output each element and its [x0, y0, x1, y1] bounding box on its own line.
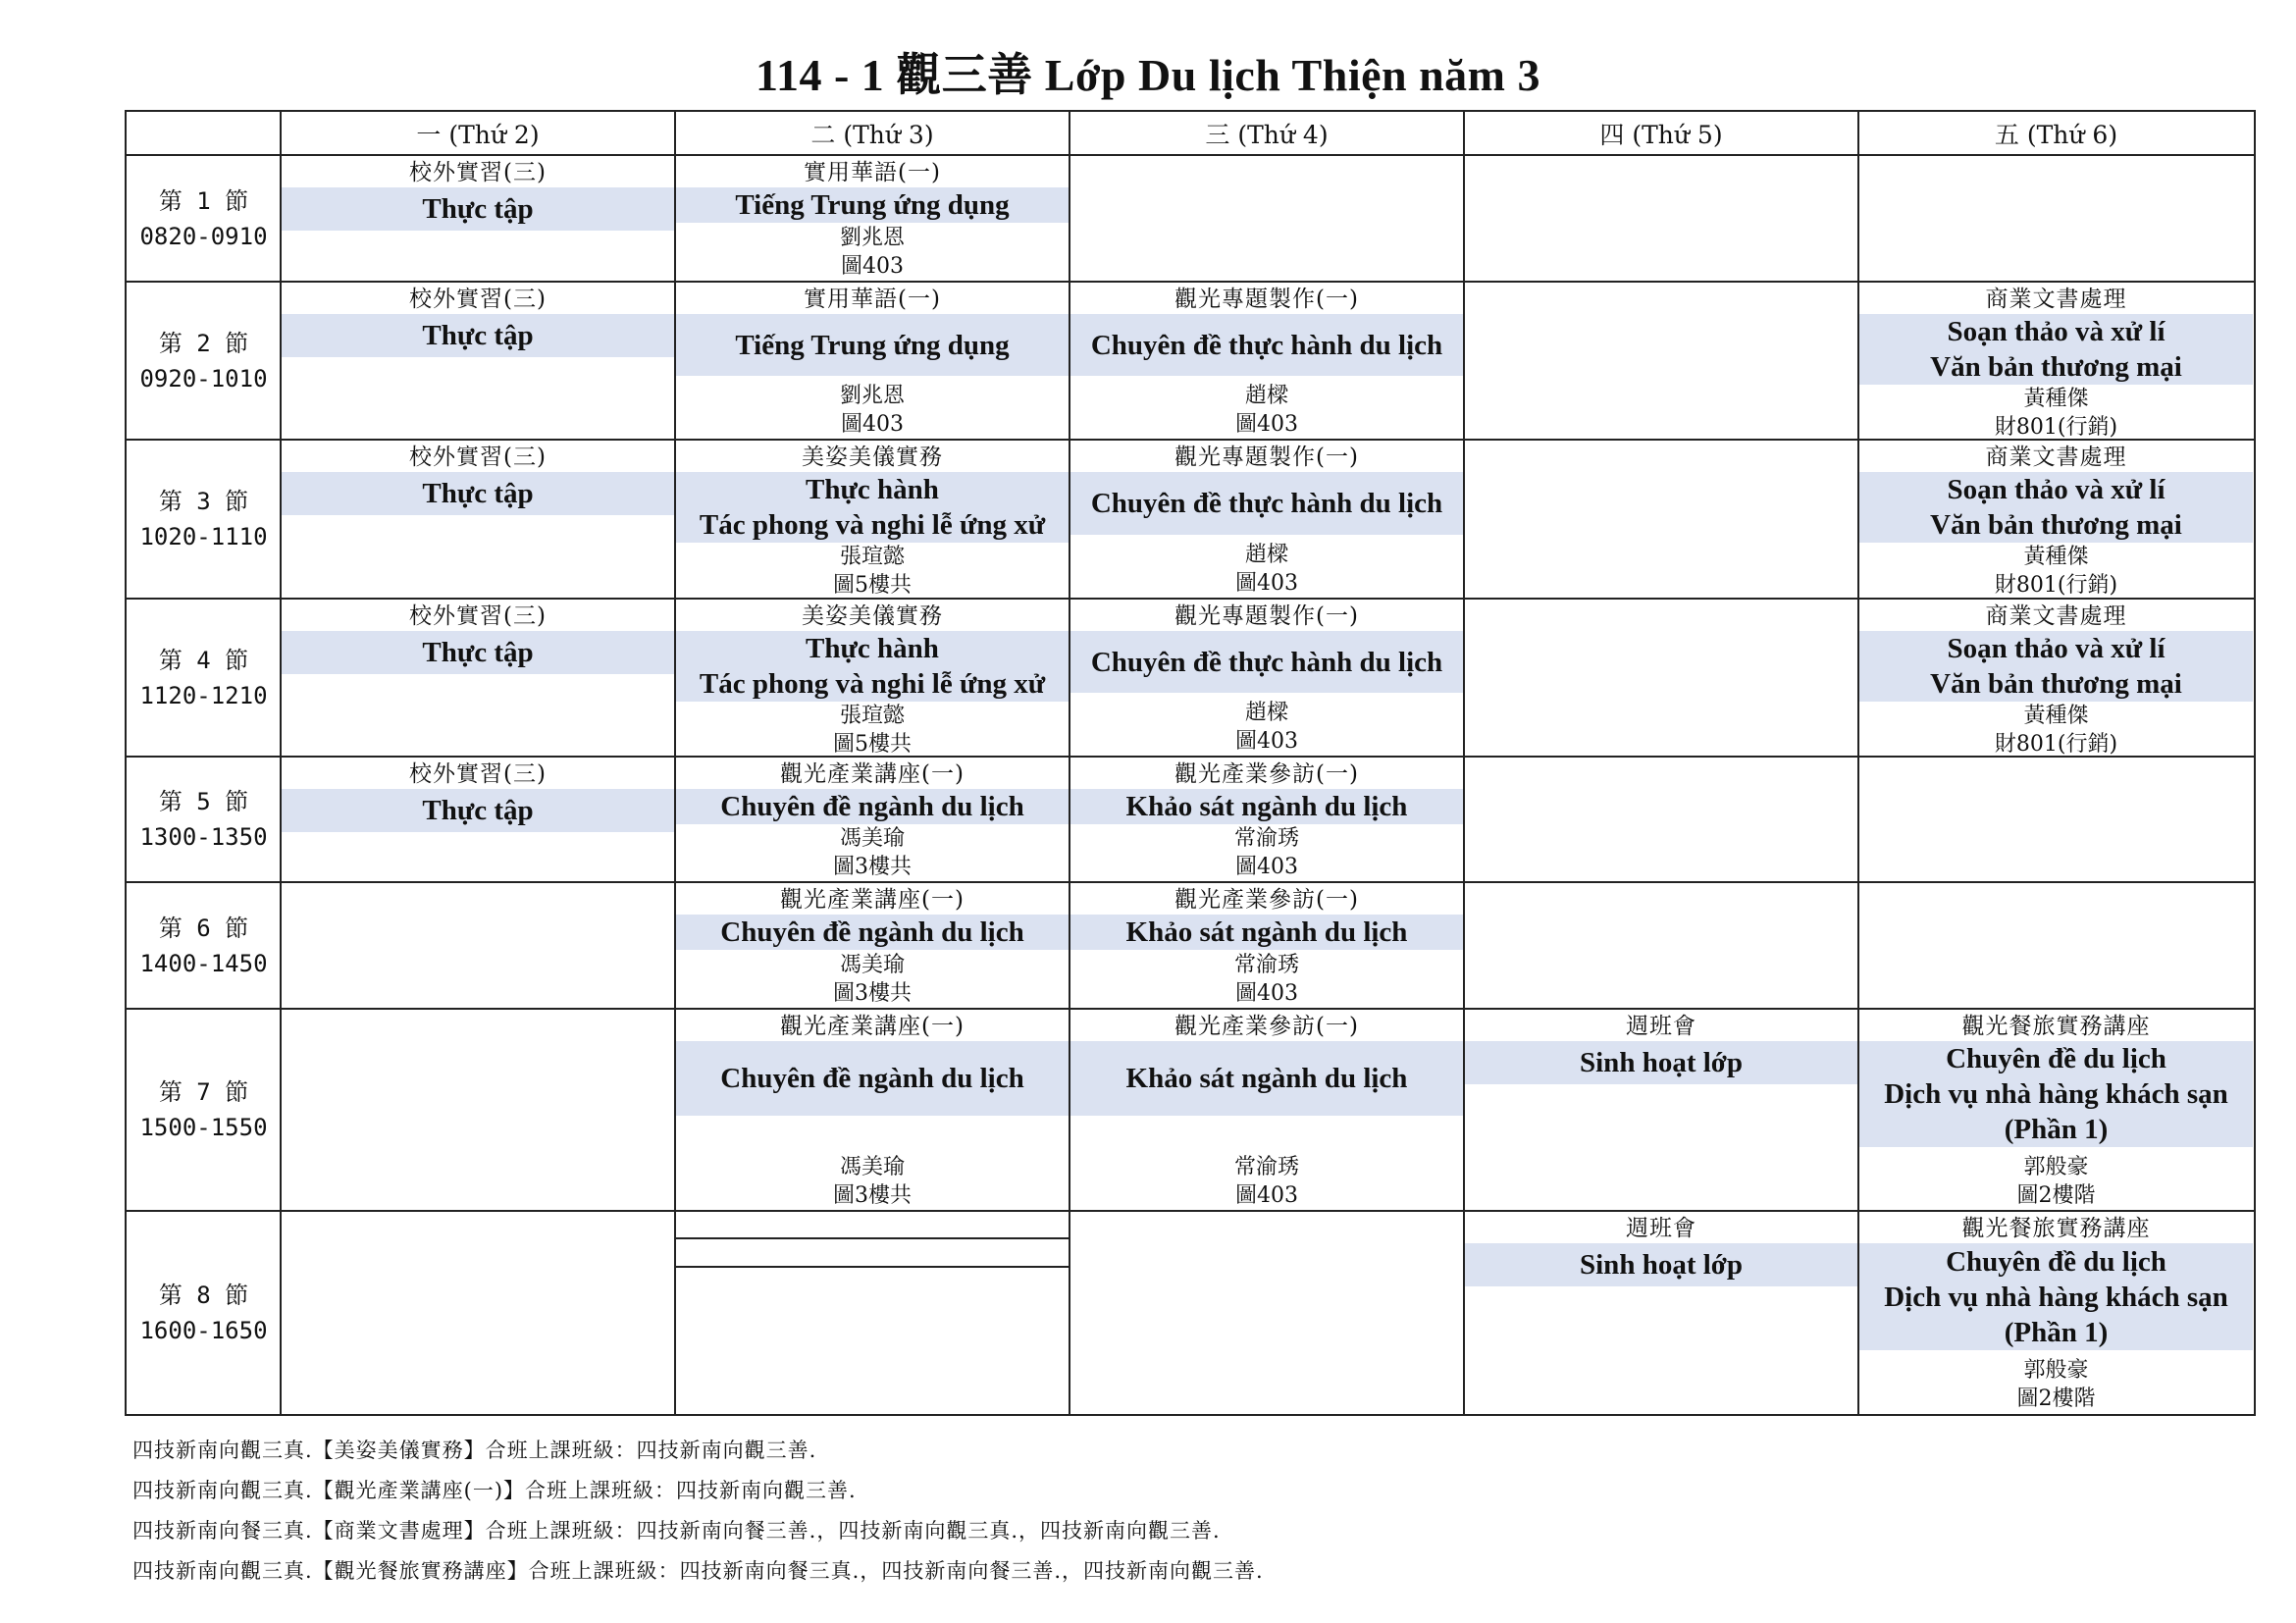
course-name-vi-line: Tác phong và nghi lễ ứng xử — [699, 509, 1046, 541]
period-number: 第 3 節 — [158, 488, 249, 515]
course-name-vi — [676, 472, 1069, 543]
period-label — [127, 599, 281, 757]
course-name-vi-line: Dịch vụ nhà hàng khách sạn — [1884, 1281, 2228, 1313]
course-name-zh: 校外實習(三) — [409, 603, 547, 629]
teacher-name: 郭般豪 — [2023, 1358, 2089, 1383]
room-label: 財801(行銷) — [1994, 573, 2118, 598]
class-cell — [1859, 1010, 2253, 1210]
course-name-vi-line: Chuyên đề ngành du lịch — [720, 916, 1024, 948]
class-cell — [676, 283, 1069, 439]
room-label: 財801(行銷) — [1994, 732, 2118, 757]
class-cell — [1859, 441, 2253, 598]
class-cell — [1070, 883, 1463, 1008]
class-cell — [676, 156, 1069, 281]
course-name-vi-line: Tiếng Trung ứng dụng — [735, 329, 1010, 361]
teacher-name: 劉兆恩 — [839, 384, 905, 408]
course-name-zh: 校外實習(三) — [409, 445, 547, 470]
period-number: 第 7 節 — [158, 1078, 249, 1106]
room-label: 圖403 — [1235, 855, 1298, 879]
period-label — [127, 1211, 281, 1414]
note-line: 四技新南向觀三真.【美姿美儀實務】合班上課班級：四技新南向觀三善. — [132, 1439, 817, 1462]
teacher-name: 常渝琇 — [1233, 953, 1299, 977]
column-header: 四 (Thứ 5) — [1599, 121, 1723, 149]
teacher-name: 黃種傑 — [2023, 704, 2089, 728]
period-label — [127, 282, 281, 440]
course-name-vi-line: Thực tập — [422, 795, 534, 826]
class-cell — [676, 883, 1069, 1008]
spacer — [1070, 1116, 1463, 1153]
period-number: 第 4 節 — [158, 646, 249, 674]
course-name-vi-line: (Phần 1) — [2004, 1316, 2109, 1348]
teacher-name: 常渝琇 — [1233, 1155, 1299, 1179]
timetable — [125, 110, 2256, 1416]
room-label: 圖3樓共 — [833, 981, 912, 1006]
course-name-zh: 觀光產業講座(一) — [780, 887, 965, 913]
course-name-vi — [1070, 789, 1463, 824]
course-name-vi-line: Tác phong và nghi lễ ứng xử — [699, 668, 1046, 700]
period-label — [127, 882, 281, 1009]
room-label: 圖5樓共 — [833, 573, 912, 598]
note-line: 四技新南向觀三真.【觀光產業講座(一)】合班上課班級：四技新南向觀三善. — [132, 1479, 857, 1502]
room-label: 圖2樓階 — [2016, 1183, 2096, 1208]
course-name-zh: 校外實習(三) — [409, 761, 547, 787]
course-name-vi — [1070, 314, 1463, 376]
room-label: 圖403 — [1235, 729, 1298, 754]
course-name-vi-line: Sinh hoạt lớp — [1580, 1047, 1743, 1078]
course-name-zh: 觀光專題製作(一) — [1174, 445, 1359, 470]
course-name-vi — [1070, 631, 1463, 693]
period-time: 1600-1650 — [139, 1316, 268, 1344]
course-name-vi-line: Chuyên đề thực hành du lịch — [1090, 488, 1443, 519]
course-name-zh: 觀光產業參訪(一) — [1174, 1014, 1359, 1039]
course-name-vi-line: Thực hành — [806, 633, 939, 664]
period-time: 1300-1350 — [139, 823, 268, 851]
course-name-vi-line: Văn bản thương mại — [1930, 668, 2182, 700]
course-name-vi — [1070, 1041, 1463, 1116]
teacher-name: 趙樑 — [1244, 543, 1288, 567]
course-name-vi-line: Thực tập — [422, 320, 534, 351]
period-time: 1500-1550 — [139, 1114, 268, 1141]
period-number: 第 6 節 — [158, 914, 249, 942]
room-label: 圖403 — [1235, 412, 1298, 437]
course-name-zh: 校外實習(三) — [409, 287, 547, 312]
course-name-vi-line: Soạn thảo và xử lí — [1947, 474, 2166, 505]
class-cell — [676, 1010, 1069, 1210]
course-name-vi — [676, 631, 1069, 702]
course-name-vi-line: Khảo sát ngành du lịch — [1125, 791, 1408, 822]
teacher-name: 黃種傑 — [2023, 387, 2089, 411]
period-label — [127, 440, 281, 599]
teacher-name: 趙樑 — [1244, 701, 1288, 725]
course-name-zh: 美姿美儀實務 — [802, 445, 943, 470]
teacher-name: 張瑄懿 — [839, 545, 905, 569]
course-name-zh: 實用華語(一) — [804, 287, 941, 312]
course-name-vi-line: Dịch vụ nhà hàng khách sạn — [1884, 1078, 2228, 1110]
course-name-zh: 觀光餐旅實務講座 — [1961, 1014, 2151, 1039]
course-name-vi-line: Thực hành — [806, 474, 939, 505]
course-name-zh: 觀光專題製作(一) — [1174, 287, 1359, 312]
column-header: 一 (Thứ 2) — [416, 121, 540, 149]
course-name-vi-line: Văn bản thương mại — [1930, 509, 2182, 541]
course-name-zh: 觀光產業參訪(一) — [1174, 761, 1359, 787]
course-name-zh: 觀光產業講座(一) — [780, 761, 965, 787]
class-cell — [1859, 283, 2253, 439]
class-cell — [1070, 600, 1463, 756]
period-number: 第 5 節 — [158, 788, 249, 815]
course-name-vi-line: Thực tập — [422, 637, 534, 668]
course-name-vi — [1859, 1041, 2253, 1147]
course-name-vi — [1859, 1243, 2253, 1350]
teacher-name: 馮美瑜 — [839, 826, 905, 851]
class-cell — [1859, 1212, 2253, 1413]
room-label: 圖3樓共 — [833, 1183, 912, 1208]
period-label — [127, 155, 281, 282]
note-line: 四技新南向觀三真.【觀光餐旅實務講座】合班上課班級：四技新南向餐三真.，四技新南向餐三善.，四技新南向觀三善. — [132, 1559, 1264, 1583]
course-name-vi — [282, 187, 674, 231]
course-name-vi-line: Sinh hoạt lớp — [1580, 1249, 1743, 1281]
class-cell — [282, 156, 674, 281]
room-label: 圖403 — [841, 254, 904, 279]
course-name-vi-line: Chuyên đề thực hành du lịch — [1090, 329, 1443, 361]
period-time: 0820-0910 — [139, 222, 268, 250]
room-label: 圖3樓共 — [833, 855, 912, 879]
course-name-zh: 觀光產業講座(一) — [780, 1014, 965, 1039]
class-cell — [1070, 283, 1463, 439]
class-cell — [676, 758, 1069, 881]
course-name-vi-line: Tiếng Trung ứng dụng — [735, 189, 1010, 221]
course-name-vi — [282, 472, 674, 515]
room-label: 圖2樓階 — [2016, 1387, 2096, 1411]
spacer — [676, 1116, 1069, 1153]
course-name-zh: 觀光產業參訪(一) — [1174, 887, 1359, 913]
period-time: 1400-1450 — [139, 949, 268, 977]
course-name-vi-line: Thực tập — [422, 478, 534, 509]
course-name-vi-line: Khảo sát ngành du lịch — [1125, 1063, 1408, 1094]
course-name-vi — [676, 187, 1069, 223]
period-label — [127, 1009, 281, 1211]
room-label: 圖403 — [1235, 1183, 1298, 1208]
class-cell — [1465, 1010, 1857, 1210]
course-name-vi-line: Khảo sát ngành du lịch — [1125, 916, 1408, 948]
column-header: 二 (Thứ 3) — [810, 121, 934, 149]
teacher-name: 劉兆恩 — [839, 226, 905, 250]
room-label: 圖403 — [841, 412, 904, 437]
course-name-vi — [1465, 1041, 1857, 1084]
period-time: 1120-1210 — [139, 681, 268, 709]
course-name-zh: 觀光餐旅實務講座 — [1961, 1216, 2151, 1241]
class-cell — [1859, 600, 2253, 756]
class-cell — [1070, 441, 1463, 598]
page-title: 114 - 1 觀三善 Lớp Du lịch Thiện năm 3 — [756, 50, 1540, 100]
period-number: 第 2 節 — [158, 329, 249, 357]
column-header — [127, 112, 281, 155]
teacher-name: 郭般豪 — [2023, 1155, 2089, 1179]
course-name-vi — [676, 915, 1069, 950]
course-name-vi-line: Chuyên đề thực hành du lịch — [1090, 646, 1443, 678]
room-label: 圖403 — [1235, 981, 1298, 1006]
room-label: 圖5樓共 — [833, 732, 912, 757]
note-line: 四技新南向餐三真.【商業文書處理】合班上課班級：四技新南向餐三善.，四技新南向觀三真.，四技新南向觀三善. — [132, 1519, 1221, 1543]
course-name-zh: 校外實習(三) — [409, 160, 547, 185]
course-name-zh: 週班會 — [1626, 1216, 1696, 1241]
notes — [132, 1431, 1264, 1592]
course-name-vi — [282, 314, 674, 357]
class-cell — [1070, 1010, 1463, 1210]
course-name-vi — [1465, 1243, 1857, 1286]
cell-divider — [675, 1237, 1070, 1239]
teacher-name: 馮美瑜 — [839, 953, 905, 977]
period-number: 第 8 節 — [158, 1281, 249, 1309]
course-name-vi-line: Chuyên đề ngành du lịch — [720, 791, 1024, 822]
course-name-vi — [1859, 472, 2253, 543]
course-name-vi — [282, 789, 674, 832]
period-label — [127, 757, 281, 882]
period-time: 0920-1010 — [139, 364, 268, 393]
course-name-vi — [1859, 631, 2253, 702]
course-name-zh: 商業文書處理 — [1985, 603, 2127, 629]
teacher-name: 黃種傑 — [2023, 545, 2089, 569]
column-header: 五 (Thứ 6) — [1994, 121, 2118, 149]
course-name-vi-line: Soạn thảo và xử lí — [1947, 633, 2166, 664]
course-name-vi — [676, 1041, 1069, 1116]
class-cell — [1070, 758, 1463, 881]
period-number: 第 1 節 — [158, 186, 249, 215]
class-cell — [282, 758, 674, 881]
teacher-name: 常渝琇 — [1233, 826, 1299, 851]
course-name-zh: 美姿美儀實務 — [802, 603, 943, 629]
course-name-vi — [1070, 915, 1463, 950]
course-name-vi — [1070, 472, 1463, 535]
course-name-zh: 商業文書處理 — [1985, 287, 2127, 312]
course-name-vi — [282, 631, 674, 674]
course-name-vi-line: Văn bản thương mại — [1930, 351, 2182, 383]
column-header: 三 (Thứ 4) — [1205, 121, 1329, 149]
period-time: 1020-1110 — [139, 523, 268, 550]
class-cell — [282, 441, 674, 598]
teacher-name: 張瑄懿 — [839, 704, 905, 728]
course-name-vi-line: Chuyên đề du lịch — [1946, 1245, 2166, 1278]
course-name-vi — [1859, 314, 2253, 385]
room-label: 圖403 — [1235, 571, 1298, 596]
class-cell — [1465, 1212, 1857, 1413]
class-cell — [282, 600, 674, 756]
teacher-name: 趙樑 — [1244, 384, 1288, 408]
course-name-vi-line: (Phần 1) — [2004, 1114, 2109, 1145]
class-cell — [282, 283, 674, 439]
course-name-zh: 商業文書處理 — [1985, 445, 2127, 470]
teacher-name: 馮美瑜 — [839, 1155, 905, 1179]
course-name-vi-line: Chuyên đề ngành du lịch — [720, 1063, 1024, 1094]
class-cell — [676, 441, 1069, 598]
course-name-vi-line: Soạn thảo và xử lí — [1947, 316, 2166, 347]
course-name-vi — [676, 789, 1069, 824]
course-name-zh: 實用華語(一) — [804, 160, 941, 185]
course-name-vi — [676, 314, 1069, 376]
course-name-zh: 觀光專題製作(一) — [1174, 603, 1359, 629]
course-name-vi-line: Chuyên đề du lịch — [1946, 1043, 2166, 1074]
cell-divider — [675, 1266, 1070, 1268]
room-label: 財801(行銷) — [1994, 415, 2118, 440]
class-cell — [676, 600, 1069, 756]
course-name-zh: 週班會 — [1626, 1014, 1696, 1039]
course-name-vi-line: Thực tập — [422, 193, 534, 225]
